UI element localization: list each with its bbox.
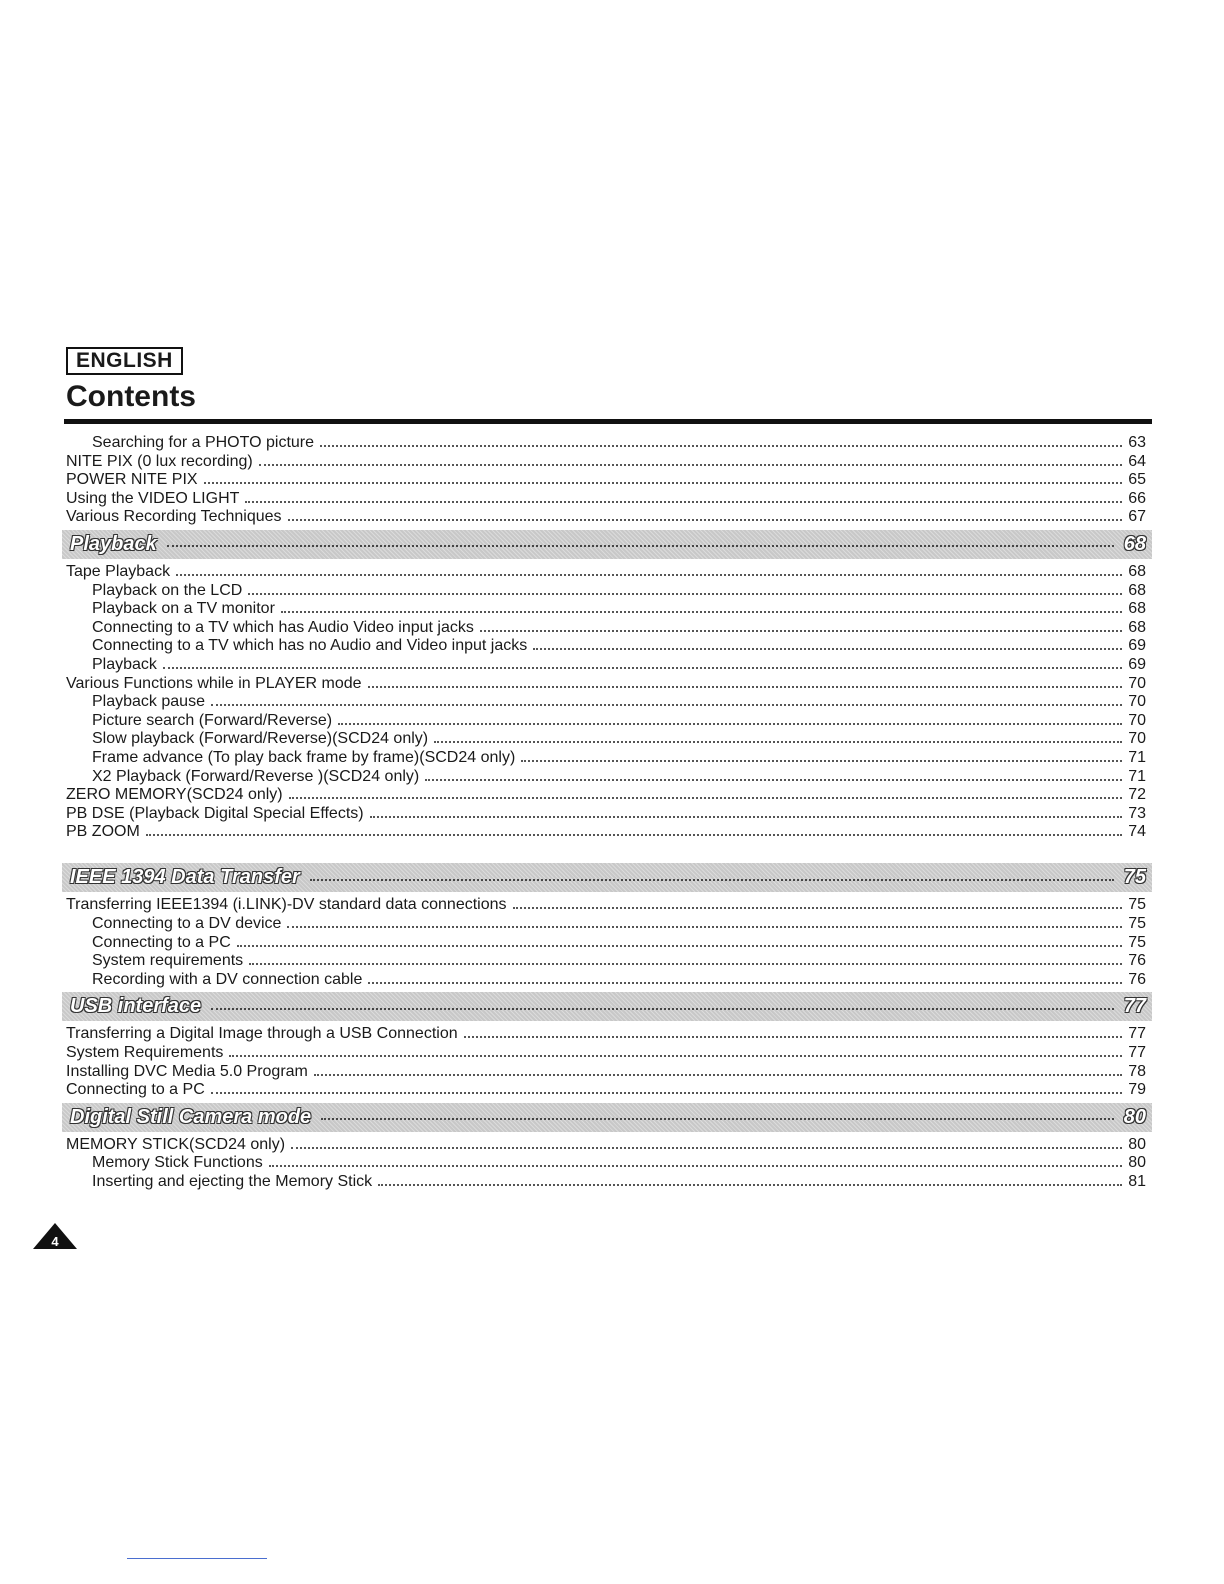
dot-leader	[480, 627, 1122, 632]
entry-title: Transferring IEEE1394 (i.LINK)-DV standard data connections	[66, 896, 507, 914]
toc-entry[interactable]	[66, 582, 1146, 601]
page-number: 4	[51, 1234, 59, 1249]
entry-page-number: 71	[1128, 748, 1146, 766]
entry-page-number: 64	[1128, 452, 1146, 470]
dot-leader	[204, 479, 1123, 484]
entry-page-number: 74	[1128, 823, 1146, 841]
title-divider	[64, 419, 1152, 424]
entry-title: Connecting to a TV which has Audio Video input jacks	[92, 618, 474, 636]
dot-leader	[378, 1181, 1122, 1186]
dot-leader	[368, 683, 1123, 688]
page-title: Contents	[66, 380, 196, 413]
language-badge: ENGLISH	[66, 347, 183, 375]
entry-page-number: 68	[1128, 562, 1146, 580]
entry-title: Memory Stick Functions	[92, 1154, 263, 1172]
entry-title: POWER NITE PIX	[66, 471, 198, 489]
entry-page-number: 76	[1128, 952, 1146, 970]
toc-section-heading[interactable]	[62, 530, 1152, 559]
toc-entry[interactable]	[66, 656, 1146, 675]
dot-leader	[310, 875, 1114, 881]
dot-leader	[338, 720, 1122, 725]
entry-page-number: 77	[1128, 1025, 1146, 1043]
dot-leader	[163, 664, 1122, 669]
entry-page-number: 68	[1128, 581, 1146, 599]
dot-leader	[521, 757, 1122, 762]
entry-page-number: 75	[1128, 896, 1146, 914]
entry-title: Playback	[92, 655, 157, 673]
dot-leader	[287, 923, 1122, 928]
dot-leader	[533, 645, 1122, 650]
dot-leader	[425, 776, 1122, 781]
entry-title: Tape Playback	[66, 562, 171, 580]
toc-entry[interactable]	[66, 490, 1146, 509]
toc-entry[interactable]	[66, 1063, 1146, 1082]
dot-leader	[314, 1071, 1122, 1076]
section-title: Digital Still Camera mode	[70, 1105, 312, 1128]
entry-page-number: 71	[1128, 767, 1146, 785]
entry-title: Slow playback (Forward/Reverse)(SCD24 only)	[92, 730, 429, 748]
toc-entry[interactable]	[66, 471, 1146, 490]
dot-leader	[245, 498, 1122, 503]
section-title: IEEE 1394 Data Transfer	[70, 866, 300, 889]
entry-page-number: 73	[1128, 804, 1146, 822]
toc-entry[interactable]	[66, 693, 1146, 712]
toc-entry[interactable]	[66, 675, 1146, 694]
entry-title: MEMORY STICK(SCD24 only)	[66, 1135, 286, 1153]
toc-entry[interactable]	[66, 971, 1146, 990]
toc-entry[interactable]	[66, 749, 1146, 768]
dot-leader	[434, 738, 1122, 743]
entry-title: Installing DVC Media 5.0 Program	[66, 1062, 308, 1080]
section-page-number: 68	[1123, 532, 1146, 555]
section-title: Playback	[70, 532, 157, 555]
entry-page-number: 80	[1128, 1135, 1146, 1153]
entry-page-number: 70	[1128, 674, 1146, 692]
toc-entry[interactable]	[66, 1136, 1146, 1155]
entry-page-number: 69	[1128, 655, 1146, 673]
toc-section-heading[interactable]	[62, 992, 1152, 1021]
entry-page-number: 68	[1128, 600, 1146, 618]
toc-section-heading[interactable]	[62, 863, 1152, 892]
dot-leader	[269, 1162, 1122, 1167]
toc-entry[interactable]	[66, 1025, 1146, 1044]
entry-page-number: 70	[1128, 693, 1146, 711]
section-page-number: 77	[1123, 995, 1146, 1018]
entry-page-number: 69	[1128, 637, 1146, 655]
dot-leader	[259, 461, 1122, 466]
entry-title: Playback on a TV monitor	[92, 600, 275, 618]
dot-leader	[229, 1052, 1122, 1057]
entry-title: PB ZOOM	[66, 823, 140, 841]
toc-entry[interactable]	[66, 786, 1146, 805]
dot-leader	[320, 442, 1122, 447]
dot-leader	[368, 979, 1122, 984]
dot-leader	[211, 1004, 1114, 1010]
toc-entry[interactable]	[66, 805, 1146, 824]
entry-page-number: 79	[1128, 1081, 1146, 1099]
dot-leader	[281, 608, 1122, 613]
entry-page-number: 77	[1128, 1044, 1146, 1062]
toc-section-heading[interactable]	[62, 1103, 1152, 1132]
entry-page-number: 81	[1128, 1173, 1146, 1190]
entry-title: Various Recording Techniques	[66, 508, 282, 526]
page-number-triangle-icon	[32, 1222, 78, 1250]
entry-title: X2 Playback (Forward/Reverse )(SCD24 only)	[92, 767, 420, 785]
toc-entry[interactable]	[66, 712, 1146, 731]
entry-page-number: 65	[1128, 471, 1146, 489]
entry-title: Picture search (Forward/Reverse)	[92, 711, 333, 729]
section-title: USB interface	[70, 995, 202, 1018]
toc-entry[interactable]	[66, 619, 1146, 638]
toc-entry[interactable]	[66, 1044, 1146, 1063]
toc-entry[interactable]	[66, 1173, 1146, 1192]
entry-title: Connecting to a DV device	[92, 915, 282, 933]
entry-page-number: 75	[1128, 915, 1146, 933]
entry-page-number: 70	[1128, 711, 1146, 729]
entry-title: Recording with a DV connection cable	[92, 970, 363, 988]
entry-title: Searching for a PHOTO picture	[92, 434, 315, 451]
toc-entry[interactable]	[66, 934, 1146, 953]
dot-leader	[237, 942, 1122, 947]
entry-page-number: 76	[1128, 970, 1146, 988]
entry-page-number: 75	[1128, 933, 1146, 951]
entry-title: NITE PIX (0 lux recording)	[66, 452, 253, 470]
toc-entry[interactable]	[66, 453, 1146, 472]
entry-title: Connecting to a PC	[92, 933, 231, 951]
entry-title: Playback on the LCD	[92, 581, 243, 599]
entry-page-number: 68	[1128, 618, 1146, 636]
entry-title: Inserting and ejecting the Memory Stick	[92, 1173, 373, 1190]
entry-page-number: 80	[1128, 1154, 1146, 1172]
dot-leader	[248, 590, 1122, 595]
toc-entry[interactable]	[66, 896, 1146, 915]
entry-title: Using the VIDEO LIGHT	[66, 489, 240, 507]
toc-entry[interactable]	[66, 637, 1146, 656]
toc-spacer	[66, 842, 1146, 861]
entry-page-number: 78	[1128, 1062, 1146, 1080]
dot-leader	[291, 1144, 1122, 1149]
toc-entry[interactable]	[66, 563, 1146, 582]
toc-entry[interactable]	[66, 730, 1146, 749]
entry-title: Frame advance (To play back frame by frame)(SCD24 only)	[92, 748, 516, 766]
entry-title: System Requirements	[66, 1044, 224, 1062]
toc-entry[interactable]	[66, 915, 1146, 934]
dot-leader	[464, 1033, 1123, 1038]
dot-leader	[288, 516, 1123, 521]
entry-page-number: 70	[1128, 730, 1146, 748]
entry-title: Connecting to a PC	[66, 1081, 205, 1099]
section-page-number: 75	[1123, 866, 1146, 889]
toc-entry[interactable]	[66, 1154, 1146, 1173]
dot-leader	[211, 701, 1122, 706]
dot-leader	[370, 813, 1123, 818]
entry-title: Connecting to a TV which has no Audio and Video input jacks	[92, 637, 528, 655]
entry-page-number: 63	[1128, 434, 1146, 451]
entry-title: PB DSE (Playback Digital Special Effects)	[66, 804, 364, 822]
toc-entry[interactable]	[66, 508, 1146, 527]
dot-leader	[146, 831, 1122, 836]
entry-title: Transferring a Digital Image through a USB Connection	[66, 1025, 458, 1043]
dot-leader	[211, 1089, 1122, 1094]
entry-page-number: 66	[1128, 489, 1146, 507]
entry-title: Various Functions while in PLAYER mode	[66, 674, 362, 692]
dot-leader	[176, 571, 1122, 576]
entry-title: ZERO MEMORY(SCD24 only)	[66, 786, 283, 804]
entry-page-number: 67	[1128, 508, 1146, 526]
toc-entry[interactable]	[66, 434, 1146, 453]
dot-leader	[167, 541, 1114, 547]
table-of-contents	[66, 434, 1146, 1192]
entry-title: System requirements	[92, 952, 244, 970]
section-page-number: 80	[1123, 1105, 1146, 1128]
entry-title: Playback pause	[92, 693, 205, 711]
dot-leader	[321, 1114, 1114, 1120]
toc-entry[interactable]	[66, 1081, 1146, 1100]
toc-entry[interactable]	[66, 952, 1146, 971]
toc-entry[interactable]	[66, 823, 1146, 842]
toc-entry[interactable]	[66, 768, 1146, 787]
dot-leader	[513, 904, 1123, 909]
entry-page-number: 72	[1128, 786, 1146, 804]
dot-leader	[289, 794, 1123, 799]
dot-leader	[249, 960, 1122, 965]
bottom-link-line	[127, 1558, 267, 1559]
toc-entry[interactable]	[66, 600, 1146, 619]
